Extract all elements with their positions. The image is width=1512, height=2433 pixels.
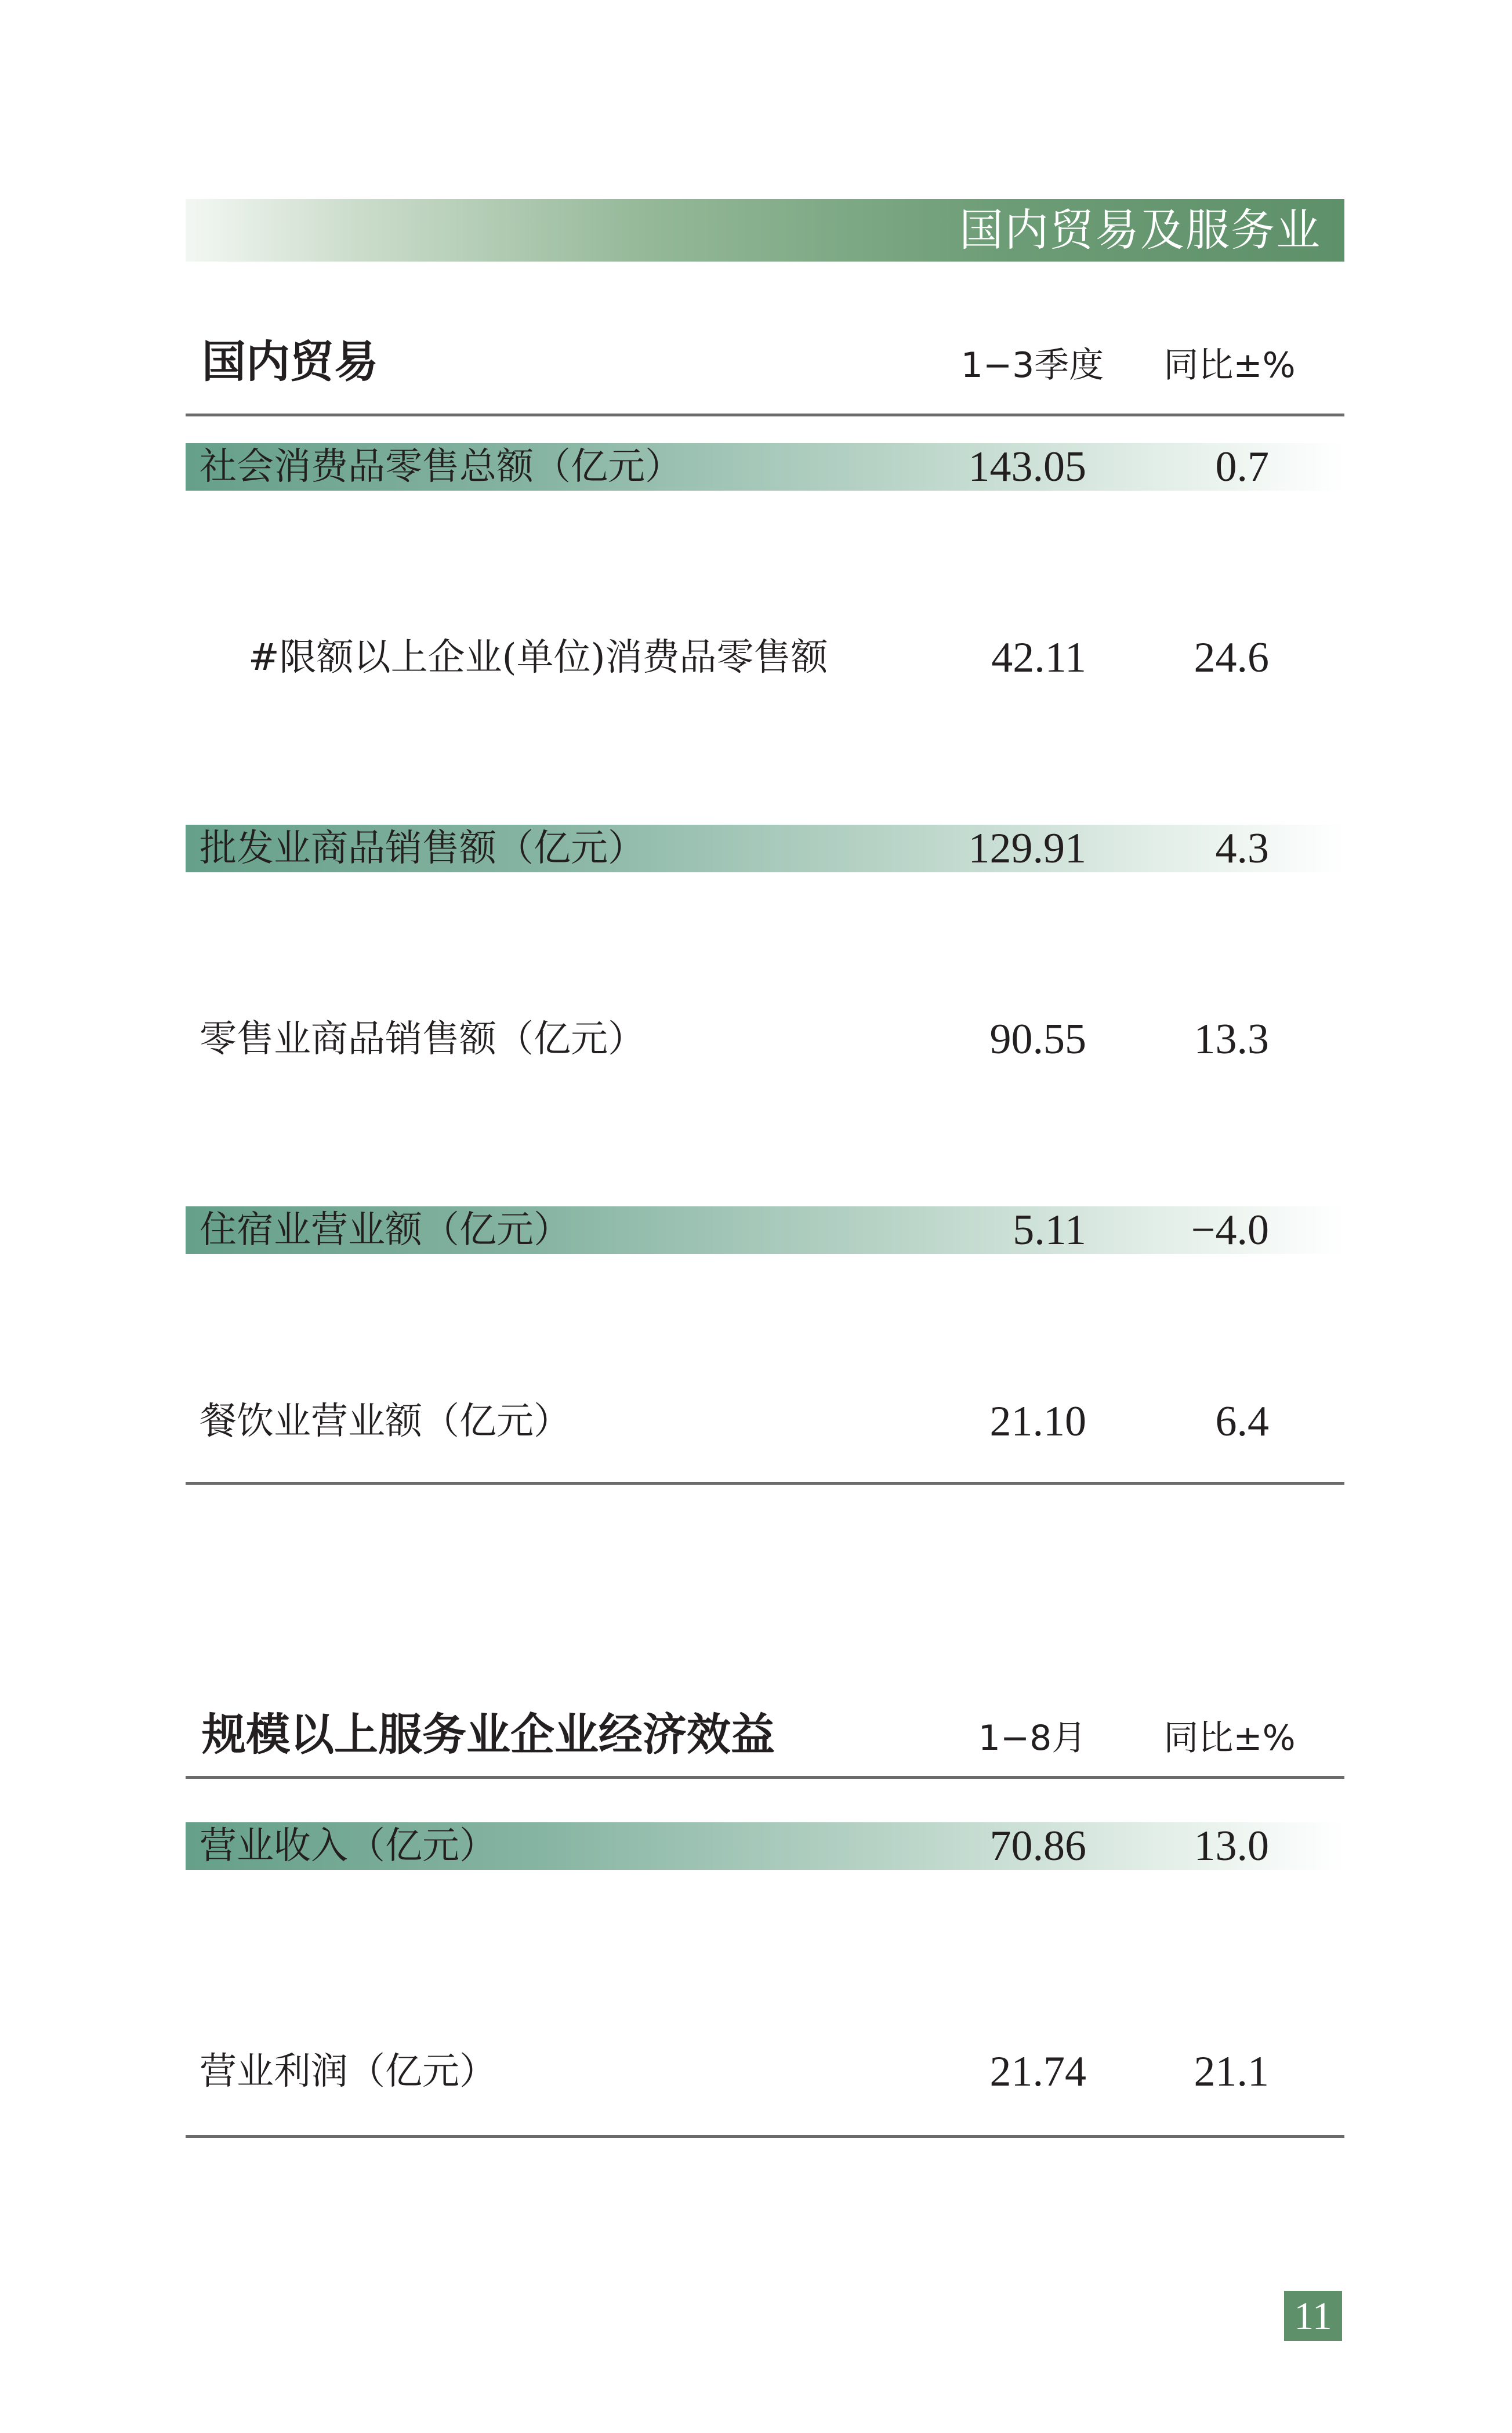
row-label: 营业利润（亿元）	[200, 2050, 496, 2093]
chapter-title: 国内贸易及服务业	[959, 204, 1321, 256]
row-value: 5.11	[1013, 1206, 1086, 1254]
table-row	[186, 634, 1344, 681]
row-label: 营业收入（亿元）	[200, 1825, 496, 1868]
table-row	[186, 1206, 1344, 1254]
table-row	[186, 443, 1344, 491]
row-label: #限额以上企业(单位)消费品零售额	[248, 636, 828, 679]
table-row	[186, 825, 1344, 872]
section-header-domestic-trade	[186, 336, 1344, 400]
row-value: 21.10	[989, 1398, 1086, 1445]
chapter-header-band	[186, 199, 1344, 262]
row-change: 13.3	[1194, 1016, 1269, 1063]
section-bottom-rule	[186, 2135, 1344, 2138]
row-value: 90.55	[989, 1016, 1086, 1063]
row-value: 70.86	[989, 1822, 1086, 1870]
row-label: 社会消费品零售总额（亿元）	[200, 445, 682, 488]
section-title: 国内贸易	[202, 336, 378, 387]
section-top-rule	[186, 1776, 1344, 1779]
table-row	[186, 1398, 1344, 1445]
row-change: 0.7	[1215, 443, 1269, 491]
page-number: 11	[1284, 2291, 1342, 2341]
section-title: 规模以上服务业企业经济效益	[202, 1709, 775, 1760]
row-label: 餐饮业营业额（亿元）	[200, 1400, 571, 1443]
row-value: 129.91	[968, 825, 1086, 872]
table-row	[186, 2048, 1344, 2095]
row-change: 21.1	[1194, 2048, 1269, 2095]
section-bottom-rule	[186, 1482, 1344, 1485]
row-change: 24.6	[1194, 634, 1269, 681]
row-label: 批发业商品销售额（亿元）	[200, 827, 645, 870]
row-change: 6.4	[1215, 1398, 1269, 1445]
section-top-rule	[186, 414, 1344, 416]
row-value: 21.74	[989, 2048, 1086, 2095]
row-label: 零售业商品销售额（亿元）	[200, 1018, 645, 1061]
row-label: 住宿业营业额（亿元）	[200, 1209, 571, 1252]
row-value: 42.11	[991, 634, 1086, 681]
table-row	[186, 1822, 1344, 1870]
table-row	[186, 1016, 1344, 1063]
column-header-period: 1−3季度	[960, 345, 1104, 386]
row-change: −4.0	[1191, 1206, 1269, 1254]
section-header-service-industry	[186, 1709, 1344, 1773]
column-header-yoy: 同比±%	[1163, 345, 1296, 386]
column-header-yoy: 同比±%	[1163, 1718, 1296, 1758]
row-change: 4.3	[1215, 825, 1269, 872]
column-header-period: 1−8月	[978, 1718, 1087, 1758]
row-change: 13.0	[1194, 1822, 1269, 1870]
row-value: 143.05	[968, 443, 1086, 491]
